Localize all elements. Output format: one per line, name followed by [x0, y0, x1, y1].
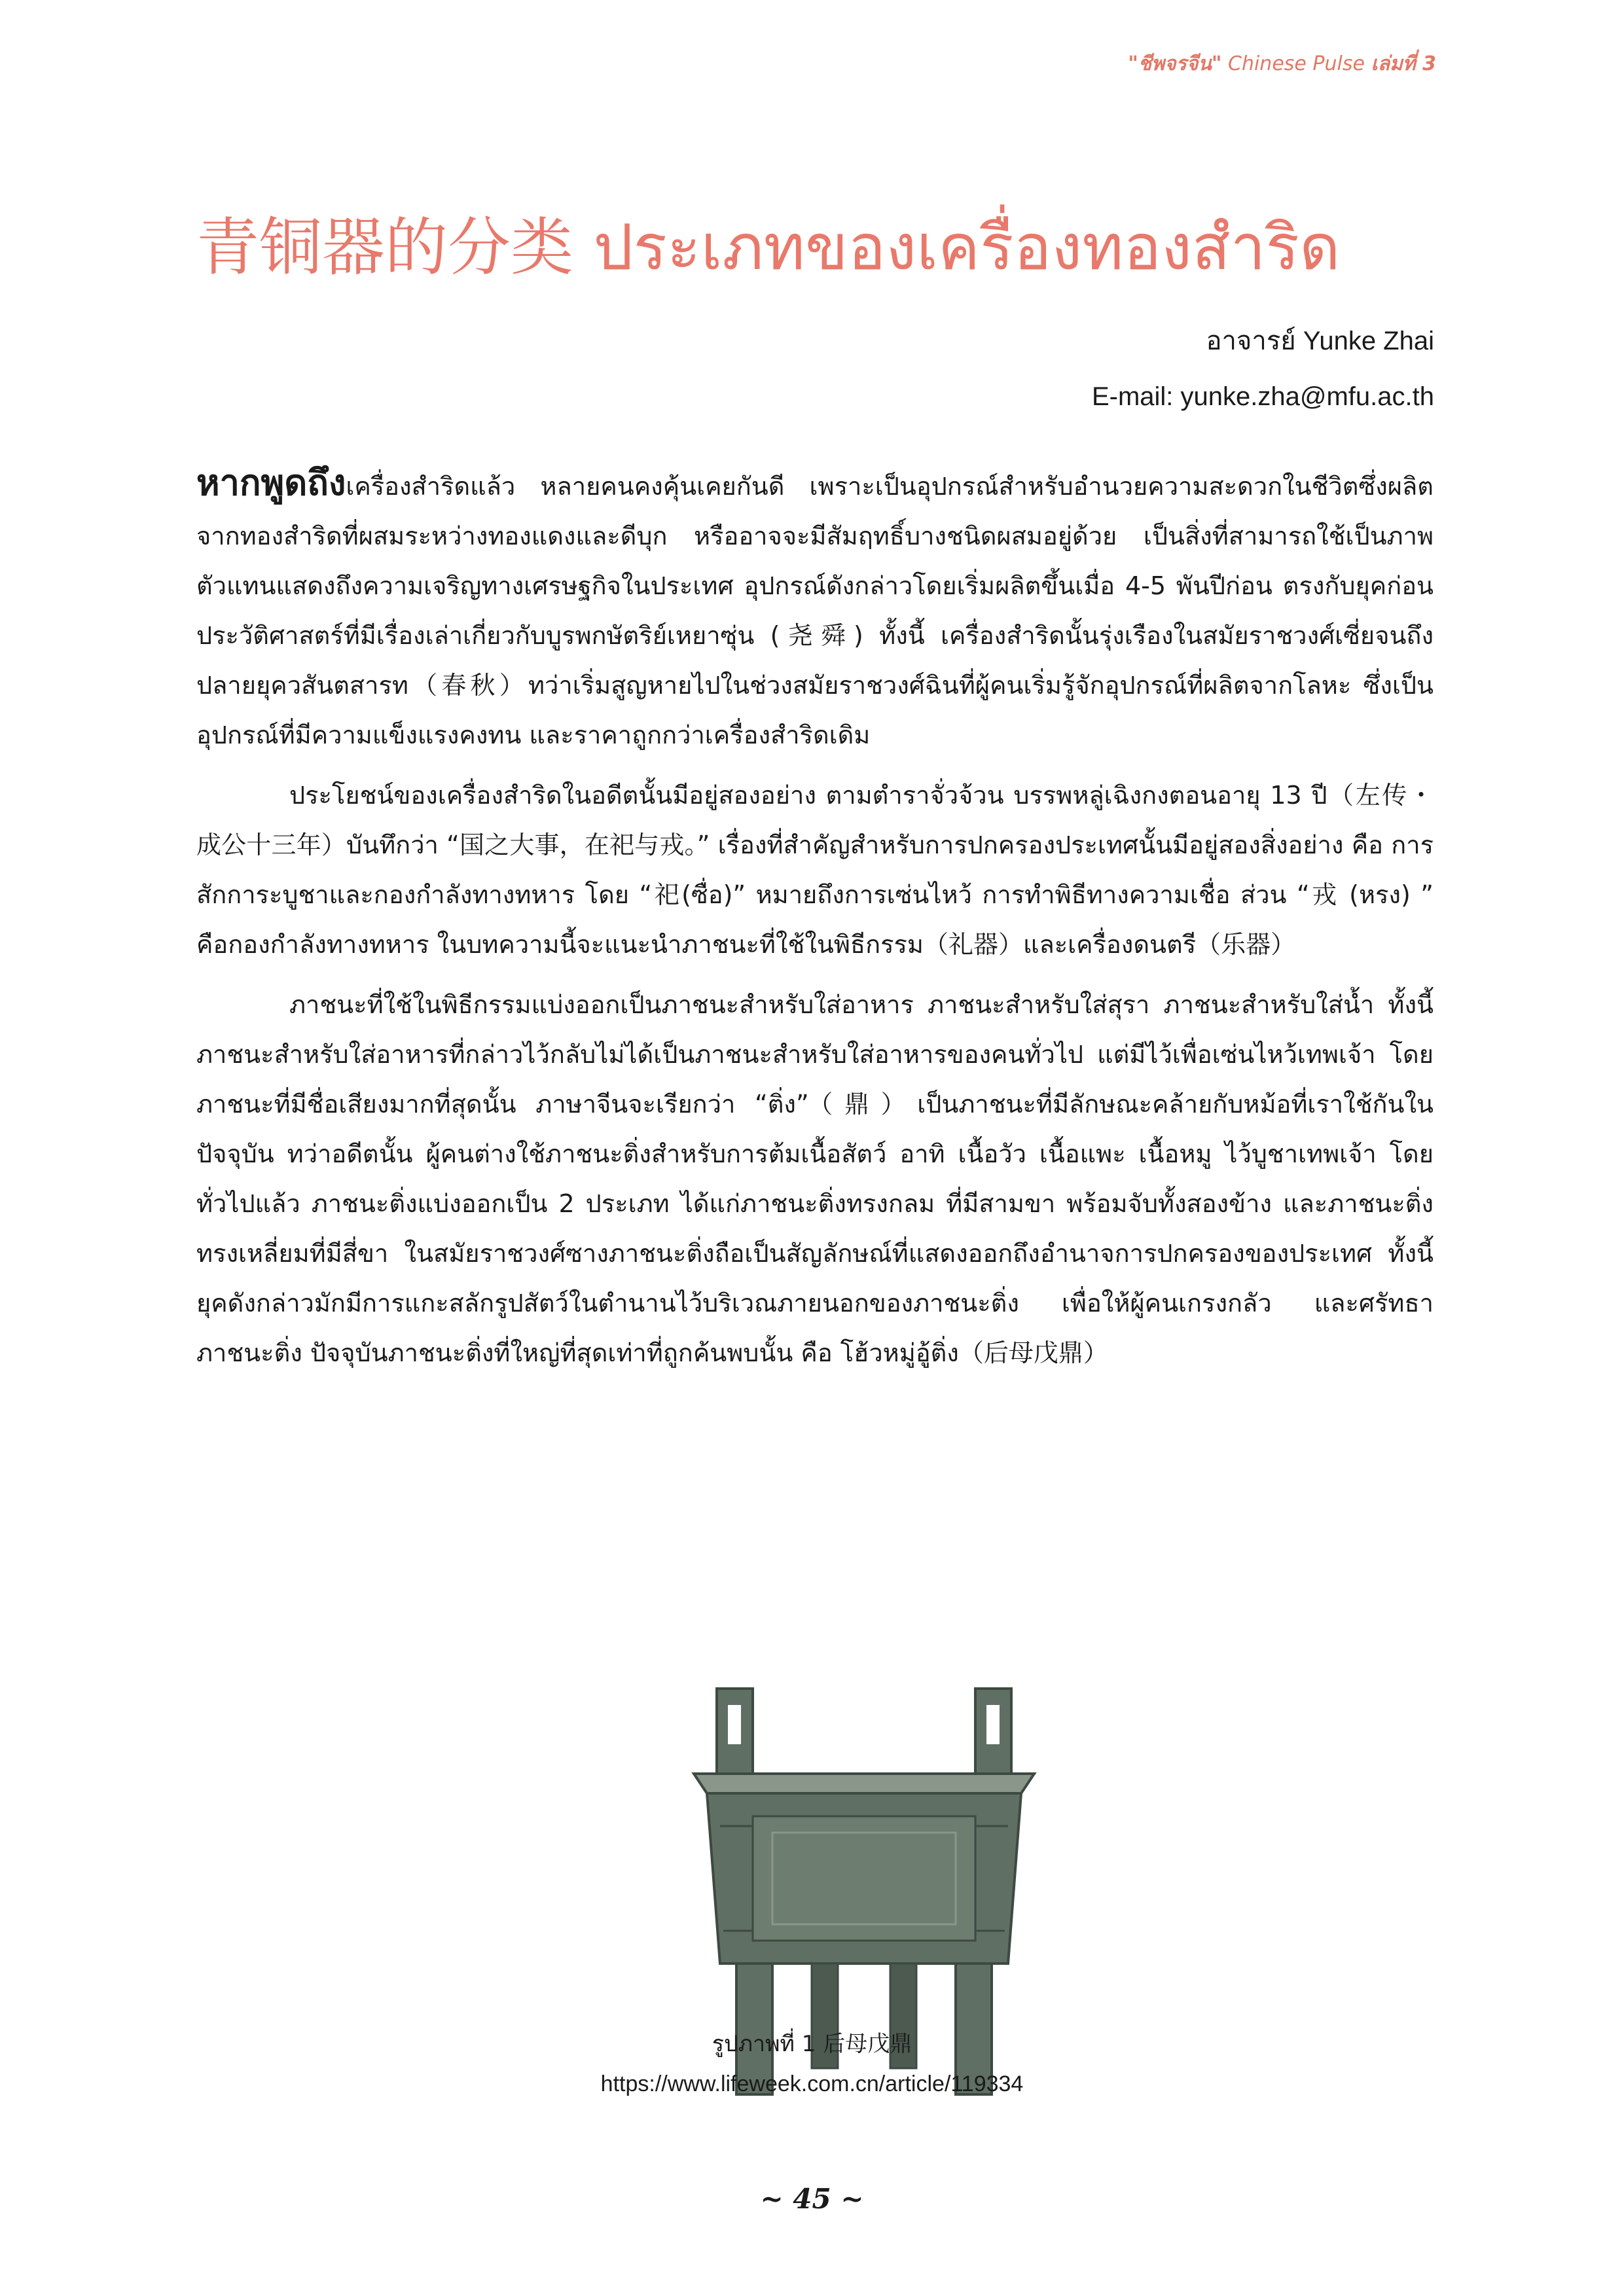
paragraph-1: [196, 458, 1434, 760]
header-thai-title: "ชีพจรจีน": [1128, 52, 1222, 75]
header-issue: เล่มที่ 3: [1371, 52, 1436, 75]
ding-vessel-illustration: [681, 1676, 1047, 2134]
header-english-title: Chinese Pulse: [1228, 52, 1365, 75]
paragraph-3: ภาชนะที่ใช้ในพิธีกรรมแบ่งออกเป็นภาชนะสำหรับใส่อาหาร ภาชนะสำหรับใส่สุรา ภาชนะสำหรับใส่น้ำ ทั้งนี้ ภาชนะสำหรับใส่อาหารที่กล่าวไว้กลับไม่ได้เป็นภาชนะสำหรับใส่อาหารของคนทั่วไป แต่มีไว้เพื่อเซ่นไหว้เทพเจ้า โดยภาชนะที่มีชื่อเสียงมากที่สุดนั้น ภาษาจีนจะเรียกว่า “ติ่ง”（鼎）เป็นภาชนะที่มีลักษณะคล้ายกับหม้อที่เราใช้กันในปัจจุบัน ทว่าอดีตนั้น ผู้คนต่างใช้ภาชนะติ่งสำหรับการต้มเนื้อสัตว์ อาทิ เนื้อวัว เนื้อแพะ เนื้อหมู ไว้บูชาเทพเจ้า โดยทั่วไปแล้ว ภาชนะติ่งแบ่งออกเป็น 2 ประเภท ได้แก่ภาชนะติ่งทรงกลม ที่มีสามขา พร้อมจับทั้งสองข้าง และภาชนะติ่งทรงเหลี่ยมที่มีสี่ขา ในสมัยราชวงศ์ซางภาชนะติ่งถือเป็นสัญลักษณ์ที่แสดงออกถึงอำนาจการปกครองของประเทศ ทั้งนี้ยุคดังกล่าวมักมีการแกะสลักรูปสัตว์ในตำนานไว้บริเวณภายนอกของภาชนะติ่ง เพื่อให้ผู้คนเกรงกลัว และศรัทธาภาชนะติ่ง ปัจจุบันภาชนะติ่งที่ใหญ่ที่สุดเท่าที่ถูกค้นพบนั้น คือ โฮ้วหมู่อู้ติ่ง（后母戊鼎）: [196, 990, 1434, 1367]
figure-caption: รูปภาพที่ 1 后母戊鼎: [712, 2031, 912, 2057]
article-body: [196, 458, 1434, 1388]
figure-source-url: https://www.lifeweek.com.cn/article/119334: [600, 2072, 1024, 2096]
page-number: ~ 45 ~: [760, 2183, 864, 2215]
article-title: 青铜器的分类 ประเภทของเครื่องทองสำริด: [196, 211, 1341, 284]
lead-in-text: หากพูดถึง: [196, 462, 346, 503]
author-email: E-mail: yunke.zha@mfu.ac.th: [1091, 382, 1434, 411]
paragraph-2: ประโยชน์ของเครื่องสำริดในอดีตนั้นมีอยู่สองอย่าง ตามตำราจั่วจ้วน บรรพหลู่เฉิงกงตอนอายุ 13 ปี（左传・成公十三年）บันทึกว่า “国之大事，在祀与戎。” เรื่องที่สำคัญสำหรับการปกครองประเทศนั้นมีอยู่สองสิ่งอย่าง คือ การสักการะบูชาและกองกำลังทางทหาร โดย “祀(ซื่อ)” หมายถึงการเซ่นไหว้ การทำพิธีทางความเชื่อ ส่วน “戎 (หรง) ” คือกองกำลังทางทหาร ในบทความนี้จะแนะนำภาชนะที่ใช้ในพิธีกรรม（礼器）และเครื่องดนตรี（乐器）: [196, 781, 1434, 959]
paragraph-1-text: เครื่องสำริดแล้ว หลายคนคงคุ้นเคยกันดี เพราะเป็นอุปกรณ์สำหรับอำนวยความสะดวกในชีวิตซึ่งผลิตจากทองสำริดที่ผสมระหว่างทองแดงและดีบุก หรืออาจจะมีสัมฤทธิ์บางชนิดผสมอยู่ด้วย เป็นสิ่งที่สามารถใช้เป็นภาพตัวแทนแสดงถึงความเจริญทางเศรษฐกิจในประเทศ อุปกรณ์ดังกล่าวโดยเริ่มผลิตขึ้นเมื่อ 4-5 พันปีก่อน ตรงกับยุคก่อนประวัติศาสตร์ที่มีเรื่องเล่าเกี่ยวกับบูรพกษัตริย์เหยาซุ่น (尧舜) ทั้งนี้ เครื่องสำริดนั้นรุ่งเรืองในสมัยราชวงศ์เซี่ยจนถึงปลายยุควสันตสารท（春秋）ทว่าเริ่มสูญหายไปในช่วงสมัยราชวงศ์ฉินที่ผู้คนเริ่มรู้จักอุปกรณ์ที่ผลิตจากโลหะ ซึ่งเป็นอุปกรณ์ที่มีความแข็งแรงคงทน และราคาถูกกว่าเครื่องสำริดเดิม: [196, 472, 1434, 749]
author-line: อาจารย์ Yunke Zhai: [1206, 327, 1434, 355]
running-header: [1128, 48, 1436, 79]
ding-vessel-image: [681, 1676, 1047, 2134]
